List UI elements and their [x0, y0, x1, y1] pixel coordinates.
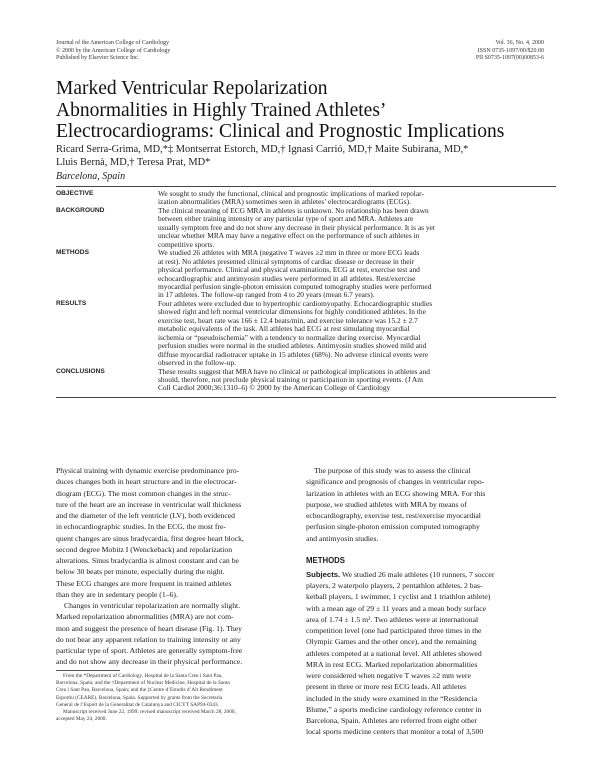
body-line: significance and prognosis of changes in ventricular repo-	[306, 477, 485, 487]
body-line: present in three or more rest ECG leads. All athletes	[306, 682, 467, 692]
body-line: quent changes are sinus bradycardia, first degree heart block,	[56, 533, 244, 543]
footnote-line: Barcelona, Spain; and the †Department of Nuclear Medicine, Hospital de la Santa	[56, 680, 230, 687]
author-location: Barcelona, Spain	[56, 171, 126, 182]
abstract-text	[158, 249, 556, 300]
abstract-text	[158, 190, 556, 207]
abstract-line: diffuse myocardial radiotracer uptake in 15 athletes (68%). No adverse clinical events were	[158, 350, 429, 359]
abstract-line: The clinical meaning of ECG MRA in athletes is unknown. No relationship has been drawn	[158, 206, 429, 215]
abstract-line: unclear whether MRA may have a negative effect on the performance of such athletes in	[158, 232, 420, 241]
footnote-line: General de l’Esport de la Generalitat de Catalunya and CICYT SAP94-0343.	[56, 701, 220, 708]
author-line: Ricard Serra-Grima, MD,*‡ Montserrat Estorch, MD,† Ignasi Carrió, MD,† Maite Subirana, MD,*	[56, 144, 469, 155]
footnote-line: Esportiu (CEARE), Barcelona, Spain. Supported by grants from the Secretaria	[56, 694, 223, 701]
abstract-line: at rest). No athletes presented clinical symptoms of cardiac disease or decrease in their	[158, 257, 415, 266]
abstract-label: RESULTS	[56, 299, 87, 307]
body-line: diogram (ECG). The most common changes in the struc-	[56, 488, 231, 498]
body-line: echocardiography, exercise test, rest/exercise myocardial	[306, 511, 481, 520]
abstract-methods	[56, 249, 556, 300]
abstract-line: metabolic equivalents of the task. All athletes had ECG at rest simulating myocardial	[158, 325, 410, 334]
footnote-divider	[56, 670, 120, 671]
intro-paragraph	[56, 465, 292, 600]
body-column-left	[56, 465, 292, 668]
journal-header-right	[476, 40, 544, 63]
abstract-label: BACKGROUND	[56, 206, 105, 214]
body-line: Olympic Games and the other once), and the remaining	[306, 637, 477, 647]
body-line: local sports medicine centers that monitor a total of 3,500	[306, 727, 484, 737]
title-line: Abnormalities in Highly Trained Athletes’	[56, 99, 387, 121]
body-line: ture of the heart are an increase in ventricular wall thickness	[56, 499, 242, 509]
abstract-label: CONCLUSIONS	[56, 367, 105, 375]
abstract-background	[56, 207, 556, 249]
body-line	[306, 569, 556, 580]
body-line: and do not show any decrease in their physical performance.	[56, 657, 243, 667]
author-list	[56, 143, 556, 169]
subjects-run-in-heading: Subjects.	[306, 569, 341, 579]
body-line: players, 2 waterpolo players, 2 pentathlon athletes, 2 bas-	[306, 581, 483, 590]
body-line: with a mean age of 29 ± 11 years and a mean body surface	[306, 603, 487, 613]
abstract-line: observed in the follow-up.	[158, 359, 236, 368]
abstract-line: Four athletes were excluded due to hypertrophic cardiomyopathy. Echocardiographic studies	[158, 299, 433, 308]
body-line: purpose, we studied athletes with MRA by means of	[306, 499, 467, 509]
author-line: Lluis Bernà, MD,† Teresa Prat, MD*	[56, 157, 211, 168]
copyright-line: © 2000 by the American College of Cardiology	[56, 47, 171, 54]
article-title	[56, 78, 556, 143]
abstract-conclusions	[56, 368, 556, 393]
body-line: These ECG changes are more frequent in trained athletes	[56, 578, 232, 588]
body-line: Marked repolarization abnormalities (MRA) are not com-	[56, 612, 234, 622]
volume-line: Vol. 36, No. 4, 2000	[495, 40, 544, 46]
title-line: Electrocardiograms: Clinical and Prognostic Implications	[56, 121, 505, 142]
footnotes	[56, 673, 292, 723]
footnote-line: Creu i Sant Pau, Barcelona, Spain; and the ‡Centre d’Estudis d’Alt Rendiment	[56, 687, 223, 694]
abstract-line: We sought to study the functional, clinical and prognostic implications of marked repolar-	[158, 190, 424, 198]
body-line: MRA in rest ECG. Marked repolarization abnormalities	[306, 659, 478, 669]
body-line: alterations. Sinus bradycardia is almost constant and can be	[56, 556, 239, 565]
body-line: Physical training with dynamic exercise predominance pro-	[56, 466, 240, 475]
body-line: Changes in ventricular repolarization are normally slight.	[64, 601, 241, 610]
intro-paragraph	[56, 600, 292, 668]
abstract-objective	[56, 190, 556, 207]
body-line: and the diameter of the left ventricle (LV), both evidenced	[56, 511, 236, 520]
body-line: athletes competed at a national level. All athletes showed	[306, 648, 482, 658]
abstract-line: ischemia or “pseudoischemia” with a tendency to normalize during exercise. Myocardial	[158, 333, 421, 342]
body-line: duces changes both in heart structure and in the electrocar-	[56, 477, 237, 487]
footnote-line: accepted May 24, 2000.	[56, 716, 107, 723]
pii-line: PII S0735-1097(00)00853-6	[475, 55, 544, 62]
body-line: larization in athletes with an ECG showing MRA. For this	[306, 488, 486, 498]
abstract-text	[158, 207, 556, 249]
body-line: were considered when negative T waves ≥2 mm were	[306, 671, 471, 680]
abstract-label: METHODS	[56, 249, 89, 257]
title-line: Marked Ventricular Repolarization	[56, 78, 328, 99]
body-line: in echocardiographic studies. In the ECG, the most fre-	[56, 522, 226, 532]
body-line: perfusion single-photon emission computed tomography	[306, 522, 480, 532]
abstract-line: in 17 athletes. The follow-up ranged from 4 to 20 years (mean 6.7 years).	[158, 291, 375, 300]
publisher-line: Published by Elsevier Science Inc.	[56, 55, 140, 62]
body-line: and antimyosin studies.	[306, 533, 379, 543]
footnote-line: From the *Department of Cardiology, Hospital de la Santa Creu i Sant Pau,	[63, 673, 223, 679]
body-line: second degree Mobitz I (Wenckeback) and repolarization	[56, 544, 233, 554]
body-line: than they are in sedentary people (1–6).	[56, 589, 178, 599]
body-line: do not bear any apparent relation to training intensity or any	[56, 634, 241, 644]
abstract-line: ization abnormalities (MRA) sometimes seen in athletes’ electrocardiograms (ECGs).	[158, 198, 411, 207]
abstract-line: between either training intensity or any particular type of sport and MRA. Athletes are	[158, 215, 414, 224]
subjects-paragraph	[306, 569, 556, 738]
journal-name: Journal of the American College of Cardiology	[56, 40, 169, 46]
body-column-right	[306, 465, 556, 738]
abstract-line: echocardiographic and antimyosin studies were performed in all athletes. Rest/exercise	[158, 274, 416, 283]
abstract-line: These results suggest that MRA have no clinical or pathological implications in athletes and	[158, 367, 430, 376]
body-line: below 30 beats per minute, especially during the night.	[56, 567, 225, 577]
abstract-line: should, therefore, not preclude physical training or participation in sporting events. (J Am	[158, 375, 423, 384]
abstract-text	[158, 300, 556, 368]
journal-header-left	[56, 40, 170, 63]
abstract-line: Coll Cardiol 2000;36:1310–6) © 2000 by the American College of Cardiology	[158, 384, 391, 393]
body-line: The purpose of this study was to assess the clinical	[314, 466, 471, 475]
abstract-line: perfusion studies were normal in the studied athletes. Antimyosin studies showed mild and	[158, 342, 427, 351]
body-line: ketball players, 1 swimmer, 1 cyclist and 1 triathlon athlete)	[306, 592, 491, 602]
body-line: mon and suggest the presence of heart disease (Fig. 1). They	[56, 623, 243, 633]
abstract-text	[158, 368, 556, 393]
purpose-paragraph	[306, 465, 556, 544]
footnote-line: Manuscript received June 22, 1999; revised manuscript received March 28, 2000,	[63, 709, 236, 716]
body-line: included in the study were examined in the “Residencia	[306, 693, 478, 703]
abstract-line: exercise test, heart rate was 166 ± 12.4 beats/min, and exercise tolerance was 15.2 ± 2.7	[158, 316, 418, 325]
abstract-line: myocardial perfusion single-photon emission computed tomography studies were performed	[158, 282, 432, 291]
abstract-line: usually symptom free and do not show any decrease in their physical performance. It is as yet	[158, 223, 435, 232]
body-line: competition level (one had participated three times in the	[306, 626, 482, 635]
body-line: Barcelona, Spain. Athletes are referred from eight other	[306, 716, 477, 725]
abstract-line: showed right and left normal ventricular dimensions for highly conditioned athletes. In the	[158, 308, 426, 317]
section-heading-methods: METHODS	[306, 555, 345, 565]
body-line: particular type of sport. Athletes are generally symptom-free	[56, 646, 243, 655]
body-line-text: We studied 26 male athletes (10 runners, 7 soccer	[340, 569, 495, 579]
abstract-line: physical performance. Clinical and physical examinations, ECG at rest, exercise test and	[158, 266, 420, 275]
structured-abstract	[56, 186, 556, 398]
body-line: area of 1.74 ± 1.5 m². Two athletes were at international	[306, 614, 479, 624]
abstract-results	[56, 300, 556, 368]
abstract-line: competitive sports.	[158, 240, 215, 249]
issn-line: ISSN 0735-1097/00/$20.00	[477, 47, 544, 54]
abstract-label: OBJECTIVE	[56, 190, 94, 197]
abstract-line: We studied 26 athletes with MRA (negative T waves ≥2 mm in three or more ECG leads	[158, 249, 420, 258]
body-line: Blume,” a sports medicine cardiology reference center in	[306, 704, 482, 714]
